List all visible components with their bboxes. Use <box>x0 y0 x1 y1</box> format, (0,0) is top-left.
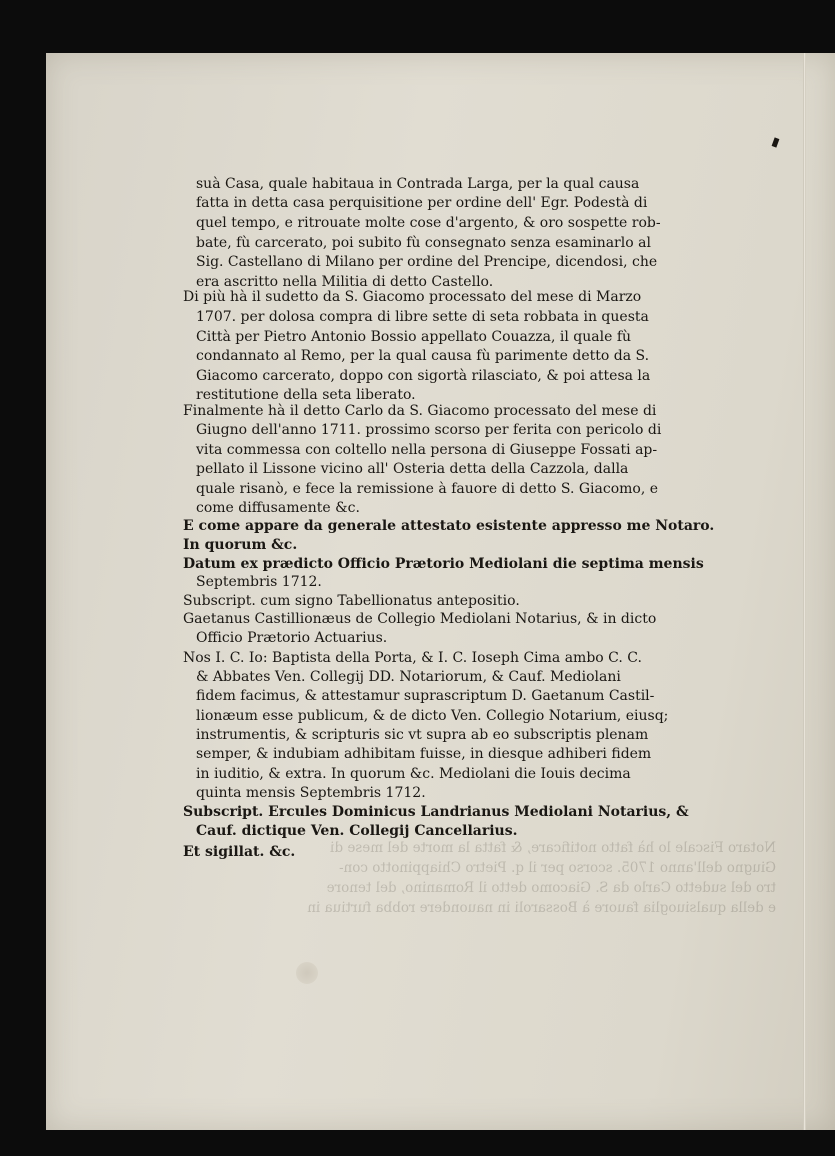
text-line: E come appare da generale attestato esistente appresso me Notaro. <box>183 518 715 534</box>
text-line: pellato il Lissone vicino all' Osteria detta della Cazzola, dalla <box>196 461 629 477</box>
text-line: era ascritto nella Militia di detto Castello. <box>196 274 494 290</box>
text-line: Città per Pietro Antonio Bossio appellato Couazza, il quale fù <box>196 329 632 345</box>
text-line: restitutione della seta liberato. <box>196 387 416 403</box>
ink-mark <box>772 137 780 147</box>
document-page <box>46 53 835 1130</box>
text-line: quale risanò, e fece la remissione à fauore di detto S. Giacomo, e <box>196 481 659 497</box>
text-line: quel tempo, e ritrouate molte cose d'argento, & oro sospette rob- <box>196 215 661 231</box>
text-line: bate, fù carcerato, poi subito fù consegnato senza esaminarlo al <box>196 235 651 251</box>
text-line: lionæum esse publicum, & de dicto Ven. Collegio Notarium, eiusq; <box>196 708 669 724</box>
text-line: Cauf. dictique Ven. Collegij Cancellarius. <box>196 823 518 839</box>
text-line: Officio Prætorio Actuarius. <box>196 630 388 646</box>
text-line: Et sigillat. &c. <box>183 844 296 860</box>
text-line: come diffusamente &c. <box>196 500 360 516</box>
text-line: Giugno dell'anno 1711. prossimo scorso per ferita con pericolo di <box>196 422 662 438</box>
text-line: Gaetanus Castillionæus de Collegio Mediolani Notarius, & in dicto <box>183 611 657 627</box>
text-line: 1707. per dolosa compra di libre sette di seta robbata in questa <box>196 309 649 325</box>
text-line: quinta mensis Septembris 1712. <box>196 785 426 801</box>
text-line: condannato al Remo, per la qual causa fù parimente detto da S. <box>196 348 650 364</box>
text-line: suà Casa, quale habitaua in Contrada Larga, per la qual causa <box>196 176 640 192</box>
text-line: In quorum &c. <box>183 537 298 553</box>
text-line: Sig. Castellano di Milano per ordine del Prencipe, dicendosi, che <box>196 254 658 270</box>
paper-blemish <box>296 962 318 984</box>
text-line: fatta in detta casa perquisitione per ordine dell' Egr. Podestà di <box>196 195 648 211</box>
text-line: Finalmente hà il detto Carlo da S. Giacomo processato del mese di <box>183 403 657 419</box>
text-line: Datum ex prædicto Officio Prætorio Mediolani die septima mensis <box>183 556 704 572</box>
text-line: Subscript. cum signo Tabellionatus antepositio. <box>183 593 520 609</box>
page-fold <box>803 53 806 1130</box>
text-line: vita commessa con coltello nella persona di Giuseppe Fossati ap- <box>196 442 658 458</box>
text-line: instrumentis, & scripturis sic vt supra ab eo subscriptis plenam <box>196 727 649 743</box>
text-line: Septembris 1712. <box>196 574 322 590</box>
text-line: Giacomo carcerato, doppo con sigortà rilasciato, & poi attesa la <box>196 368 651 384</box>
text-line: Subscript. Ercules Dominicus Landrianus Mediolani Notarius, & <box>183 804 689 820</box>
text-line: fidem facimus, & attestamur suprascriptum D. Gaetanum Castil- <box>196 688 655 704</box>
text-line: Di più hà il sudetto da S. Giacomo processato del mese di Marzo <box>183 289 642 305</box>
text-line: & Abbates Ven. Collegij DD. Notariorum, & Cauf. Mediolani <box>196 669 621 685</box>
text-line: Nos I. C. Io: Baptista della Porta, & I. C. Ioseph Cima ambo C. C. <box>183 650 642 666</box>
bleed-through-text: Notaro Fiscale lo hà fatto notificare, & fatta la morte del mese di Giugno dell'anno 1705. scorso per il q. Pietro Chiappinotto con- tro del sudetto Carlo da S. Giacomo detto il Romanino, del tenore e della qualsiuoglia fauore à Bossaroli in nauondere robba furtiua in <box>307 840 776 916</box>
text-line: semper, & indubiam adhibitam fuisse, in diesque adhiberi fidem <box>196 746 652 762</box>
text-line: in iuditio, & extra. In quorum &c. Mediolani die Iouis decima <box>196 766 631 782</box>
